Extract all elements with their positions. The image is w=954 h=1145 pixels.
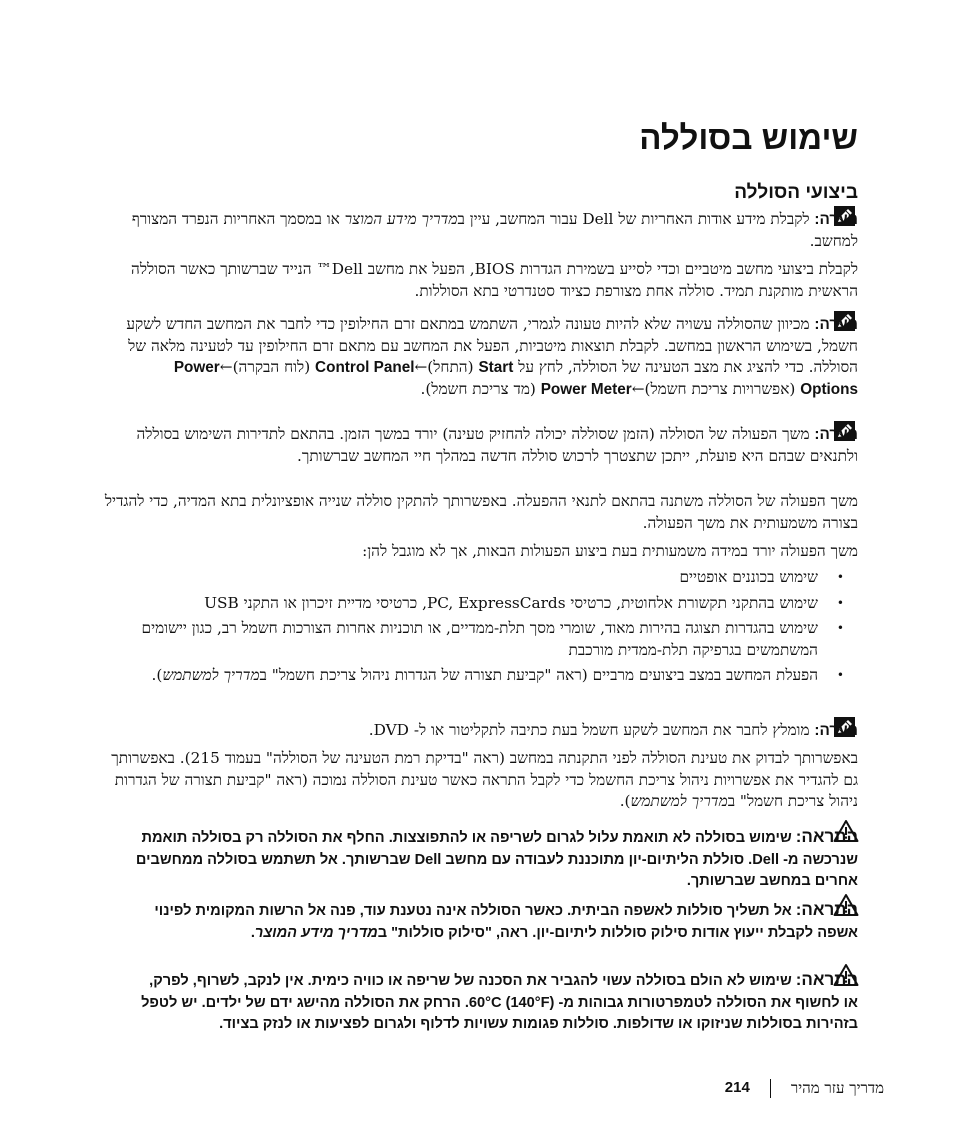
guide-title: מדריך עזר מהיר bbox=[790, 1079, 884, 1097]
warning-2: התראה: אל תשליך סוללות לאשפה הביתית. כאשר הסוללה אינה נטענת עוד, פנה אל הרשות המקומית לפינוי אשפה לקבלת ייעוץ אודות סילוק סוללות ליתיום-יון. ראה, "סילוק סוללות" במדריך מידע המוצר. bbox=[154, 900, 858, 941]
list-item: • שימוש בהתקני תקשורת אלחוטית, כרטיסי PC, ExpressCards, כרטיסי מדיית זיכרון או התקני USB bbox=[94, 593, 858, 615]
note-3: הערה: משך הפעולה של הסוללה (הזמן שסוללה יכולה להחזיק טעינה) יורד במשך הזמן. בהתאם לתדירות השימוש בסוללה ולתנאים שבהם היא פועלת, ייתכן שתצטרך לרכוש סוללה חדשה במהלך חיי המחשב שברשותך. bbox=[136, 425, 858, 465]
paragraph-battery-life: משך הפעולה של הסוללה משתנה בהתאם לתנאי ההפעלה. באפשרותך להתקין סוללה שנייה אופציונלית בתא המדיה, כדי להגדיל בצורה משמעותית את משך הפעולה. bbox=[104, 492, 858, 532]
paragraph-intro: לקבלת ביצועי מחשב מיטביים וכדי לסייע בשמירת הגדרות BIOS, הפעל את מחשב Dell™ הנייד שברשותך כאשר הסוללה הראשית מותקנת תמיד. סוללה אחת מצורפת כציוד סטנדרטי בתא הסוללות. bbox=[131, 260, 858, 300]
section-heading: ביצועי הסוללה bbox=[734, 182, 858, 203]
page-title: שימוש בסוללה bbox=[639, 119, 858, 156]
page-footer bbox=[725, 1075, 884, 1101]
note-1: הערה: לקבלת מידע אודות האחריות של Dell עבור המחשב, עיין במדריך מידע המוצר או במסמך האחריות הנפרד המצורף למחשב. bbox=[131, 210, 858, 250]
paragraph-check-charge: באפשרותך לבדוק את טעינת הסוללה לפני התקנתה במחשב (ראה "בדיקת רמת הטעינה של הסוללה" בעמוד 215). באפשרותך גם להגדיר את אפשרויות ניהול צריכת החשמל כדי לקבל התראה כאשר טעינת הסוללה נמוכה (ראה "קביעת תצורה של הגדרות ניהול צריכת חשמל" במדריך למשתמש). bbox=[111, 749, 858, 810]
note-label: הערה: bbox=[814, 426, 858, 443]
warning-label: התראה: bbox=[795, 827, 858, 846]
list-item: • הפעלת המחשב במצב ביצועים מרביים (ראה "קביעת תצורה של הגדרות ניהול צריכת חשמל" במדריך למשתמש). bbox=[94, 665, 858, 687]
warning-3: התראה: שימוש לא הולם בסוללה עשוי להגביר את הסכנה של שריפה או כוויה כימית. אין לנקב, לשרוף, לפרק, או לחשוף את הסוללה לטמפרטורות גבוהות מ- 60°C (140°F). הרחק את הסוללה מהישג ידם של ילדים. יש לטפל בזהירות בסוללות שניזוקו או שדולפות. סוללות פגומות עשויות לדלוף ולגרום לפציעות או לנזק בציוד. bbox=[141, 970, 858, 1032]
note-label: הערה: bbox=[814, 211, 858, 228]
warning-1: התראה: שימוש בסוללה לא תואמת עלול לגרום לשריפה או להתפוצצות. החלף את הסוללה רק בסוללה תואמת שנרכשה מ- Dell. סוללת הליתיום-יון מתוכננת לעבודה עם מחשב Dell שברשותך. אל תשתמש בסוללה ממחשבים אחרים במחשב שברשותך. bbox=[135, 827, 858, 889]
warning-label: התראה: bbox=[795, 900, 858, 919]
list-item: • שימוש בכוננים אופטיים bbox=[94, 567, 858, 589]
paragraph-reduced-life: משך הפעולה יורד במידה משמעותית בעת ביצוע הפעולות הבאות, אך לא מוגבל להן: bbox=[362, 542, 858, 560]
footer-divider bbox=[770, 1079, 771, 1098]
note-label: הערה: bbox=[814, 722, 858, 739]
bullet-list bbox=[94, 567, 858, 691]
note-2: הערה: מכיוון שהסוללה עשויה שלא להיות טעונה לגמרי, השתמש במתאם זרם החילופין כדי לחבר את המחשב החדש לשקע חשמל, בשימוש הראשון במחשב. לקבלת תוצאות מיטביות, הפעל את המחשב עם מתאם זרם החילופין עד לטעינה מלאה של הסוללה. כדי להציג את מצב הטעינה של הסוללה, לחץ על Start (התחל)←Control Panel (לוח הבקרה)←Power Options (אפשרויות צריכת חשמל)←Power Meter (מד צריכת חשמל). bbox=[126, 315, 858, 398]
page-number: 214 bbox=[724, 1079, 750, 1096]
note-4: הערה: מומלץ לחבר את המחשב לשקע חשמל בעת כתיבה לתקליטור או ל- DVD. bbox=[368, 721, 858, 739]
warning-label: התראה: bbox=[795, 970, 858, 989]
list-item: • שימוש בהגדרות תצוגה בהירות מאוד, שומרי מסך תלת-ממדיים, או תוכניות אחרות הצורכות חשמל רב, כגון יישומים המשתמשים בגרפיקה תלת-ממדית מורכבת bbox=[94, 618, 858, 661]
note-label: הערה: bbox=[814, 316, 858, 333]
